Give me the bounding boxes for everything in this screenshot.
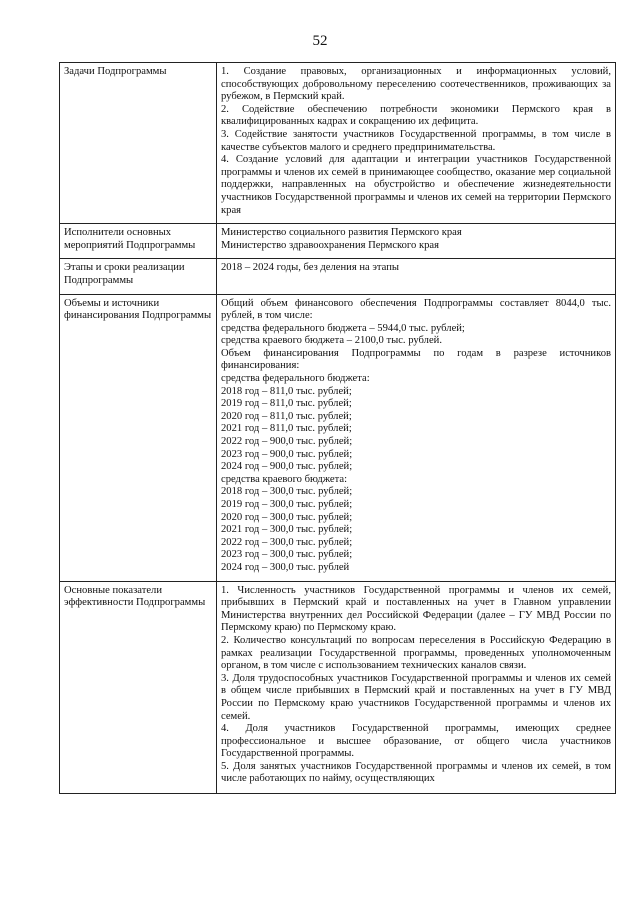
row-content: [217, 581, 616, 793]
row-label: Задачи Подпрограммы: [60, 63, 217, 224]
indicator-item: 3. Доля трудоспособных участников Государственной программы и членов их семей в общем числе прибывших в Пермский край и поставленных на учет в ГУ МВД России по Пермскому краю участников Государственной программы и членов их семей.: [221, 672, 611, 722]
task-item: 4. Создание условий для адаптации и интеграции участников Государственной программы и членов их семей в принимающее сообщество, оказание мер социальной поддержки, направленных на обустройство и обеспечение жизнедеятельности участников Государственной программы и членов их семей на территории Пермского края: [221, 154, 611, 216]
list-item: 2024 год – 300,0 тыс. рублей: [221, 561, 350, 573]
list-item: 2018 год – 811,0 тыс. рублей;: [221, 385, 352, 397]
row-content: [217, 224, 616, 259]
task-item: 2. Содействие обеспечению потребности экономики Пермского края в квалифицированных кадрах и сокращению их дефицита.: [221, 103, 611, 128]
list-item: средства федерального бюджета:: [221, 373, 370, 385]
financing-text: средства краевого бюджета – 2100,0 тыс. рублей.: [221, 335, 442, 347]
task-item: 3. Содействие занятости участников Государственной программы, в том числе в качестве субъектов малого и среднего предпринимательства.: [221, 128, 611, 153]
list-item: 2020 год – 300,0 тыс. рублей;: [221, 511, 353, 523]
executor-item: Министерство социального развития Пермского края: [221, 227, 462, 239]
financing-text: Общий объем финансового обеспечения Подпрограммы составляет 8044,0 тыс. рублей, в том числе:: [221, 297, 611, 322]
financing-text: средства федерального бюджета – 5944,0 тыс. рублей;: [221, 322, 465, 334]
list-item: 2021 год – 811,0 тыс. рублей;: [221, 423, 352, 435]
list-item: 2019 год – 300,0 тыс. рублей;: [221, 499, 353, 510]
page-number: 52: [312, 33, 328, 49]
list-item: 2020 год – 811,0 тыс. рублей;: [221, 410, 352, 422]
indicator-item: 2. Количество консультаций по вопросам переселения в Российскую Федерацию в рамках реализации Государственной программы, проведенных уполномоченным органом, в том числе с использованием технических каналов связи.: [221, 634, 611, 672]
table-row-indicators: [60, 581, 616, 793]
financing-text: Объем финансирования Подпрограммы по годам в разрезе источников финансирования:: [221, 347, 611, 372]
table-row-executors: [60, 224, 616, 259]
row-label: Объемы и источники финансирования Подпрограммы: [60, 294, 217, 581]
indicator-item: 4. Доля участников Государственной программы, имеющих среднее профессиональное и высшее образование, от общего числа участников Государственной программы.: [221, 723, 611, 760]
indicator-item: 5. Доля занятых участников Государственной программы и членов их семей, в том числе работающих по найму, осуществляющих: [221, 760, 611, 785]
list-item: 2021 год – 300,0 тыс. рублей;: [221, 524, 353, 536]
table-row-stages: [60, 259, 616, 294]
list-item: 2022 год – 900,0 тыс. рублей;: [221, 436, 353, 448]
stages-text: 2018 – 2024 годы, без деления на этапы: [221, 262, 400, 274]
row-label: Исполнители основных мероприятий Подпрограммы: [60, 224, 217, 259]
row-label: Основные показатели эффективности Подпрограммы: [60, 581, 217, 793]
row-content: [217, 259, 616, 294]
row-content: [217, 63, 616, 224]
list-item: 2019 год – 811,0 тыс. рублей;: [221, 398, 352, 410]
list-item: 2018 год – 300,0 тыс. рублей;: [221, 486, 353, 498]
row-label: Этапы и сроки реализации Подпрограммы: [60, 259, 217, 294]
task-item: 1. Создание правовых, организационных и информационных условий, способствующих добровольному переселению соотечественников, проживающих за рубежом, в Пермский край.: [221, 66, 611, 103]
row-content: [217, 294, 616, 581]
table-row-tasks: [60, 63, 616, 224]
passport-table: [59, 62, 616, 794]
list-item: 2023 год – 300,0 тыс. рублей;: [221, 549, 353, 561]
list-item: 2024 год – 900,0 тыс. рублей;: [221, 461, 353, 473]
list-item: 2022 год – 300,0 тыс. рублей;: [221, 536, 353, 548]
list-item: 2023 год – 900,0 тыс. рублей;: [221, 448, 353, 460]
indicator-item: 1. Численность участников Государственной программы и членов их семей, прибывших в Пермский край и поставленных на учет в Главном управлении Министерства внутренних дел Российской Федерации (далее – ГУ МВД России по Пермскому краю) по Пермскому краю.: [221, 584, 611, 634]
financing-by-year-list: [221, 373, 611, 575]
list-item: средства краевого бюджета:: [221, 473, 348, 485]
executor-item: Министерство здравоохранения Пермского края: [221, 239, 439, 251]
table-row-financing: [60, 294, 616, 581]
